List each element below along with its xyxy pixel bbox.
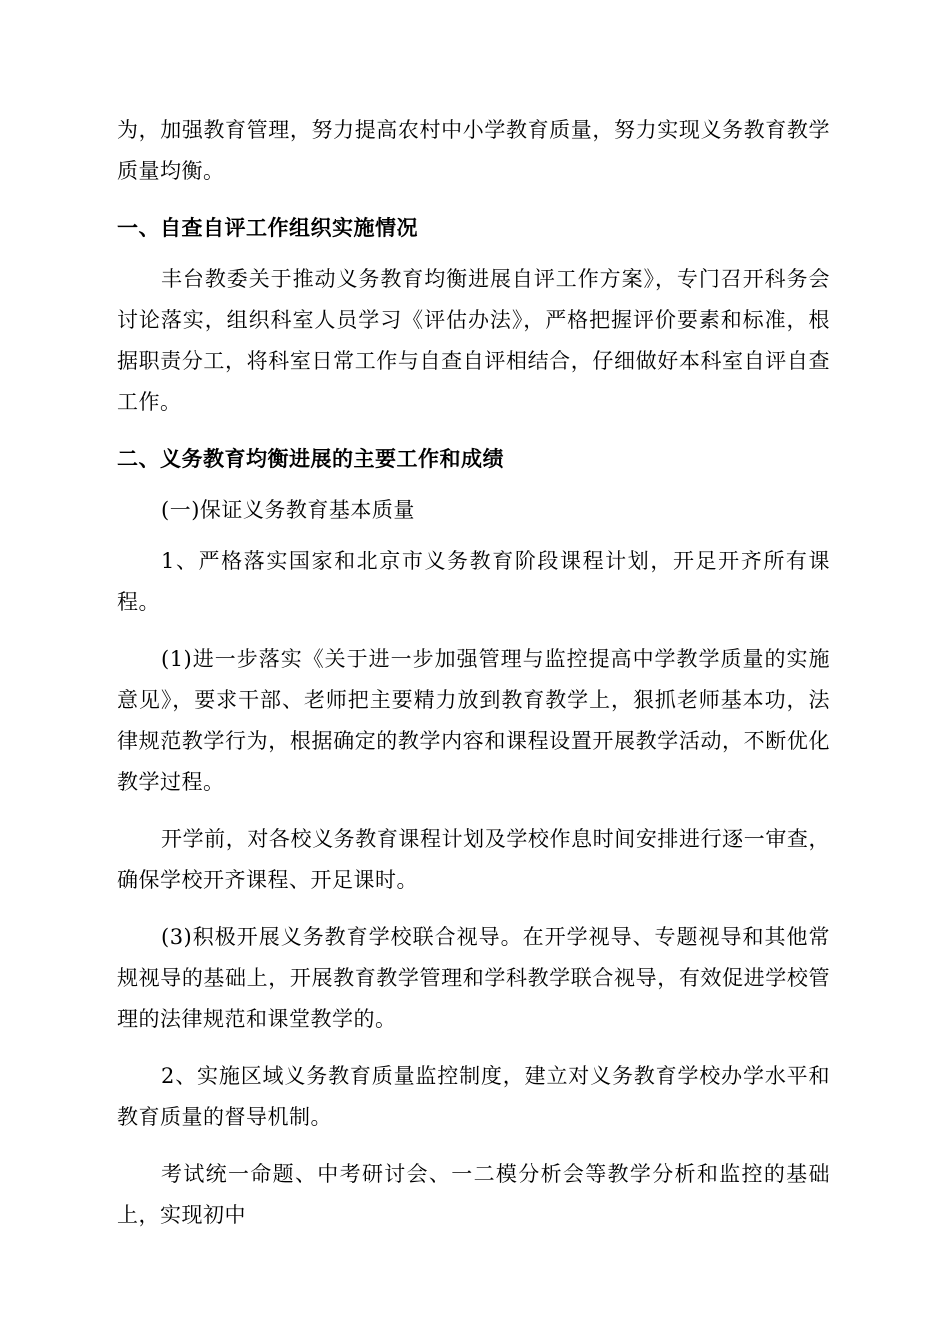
paragraph-intro: 为，加强教育管理，努力提高农村中小学教育质量，努力实现义务教育教学质量均衡。 bbox=[117, 118, 830, 183]
paragraph-6: 2、实施区域义务教育质量监控制度，建立对义务教育学校办学水平和教育质量的督导机制。 bbox=[117, 1064, 830, 1129]
paragraph-2: 1、严格落实国家和北京市义务教育阶段课程计划，开足开齐所有课程。 bbox=[117, 549, 830, 614]
paragraph-5: (3)积极开展义务教育学校联合视导。在开学视导、专题视导和其他常规视导的基础上，开展教育教学管理和学科教学联合视导，有效促进学校管理的法律规范和课堂教学的。 bbox=[117, 925, 830, 1031]
section-heading-2: 二、义务教育均衡进展的主要工作和成绩 bbox=[117, 447, 504, 471]
paragraph-7: 考试统一命题、中考研讨会、一二模分析会等教学分析和监控的基础上，实现初中 bbox=[117, 1162, 830, 1227]
paragraph-1: 丰台教委关于推动义务教育均衡进展自评工作方案》，专门召开科务会讨论落实，组织科室人员学习《评估办法》，严格把握评价要素和标准，根据职责分工，将科室日常工作与自查自评相结合，仔细做好本科室自评自查工作。 bbox=[117, 267, 830, 414]
paragraph-4: 开学前，对各校义务教育课程计划及学校作息时间安排进行逐一审查，确保学校开齐课程、开足课时。 bbox=[117, 827, 830, 892]
subsection-heading-1: (一)保证义务教育基本质量 bbox=[161, 498, 415, 522]
section-heading-1: 一、自查自评工作组织实施情况 bbox=[117, 216, 418, 240]
paragraph-3: (1)进一步落实《关于进一步加强管理与监控提高中学教学质量的实施意见》，要求干部、老师把主要精力放到教育教学上，狠抓老师基本功，法律规范教学行为，根据确定的教学内容和课程设置开展教学活动，不断优化教学过程。 bbox=[117, 647, 830, 794]
